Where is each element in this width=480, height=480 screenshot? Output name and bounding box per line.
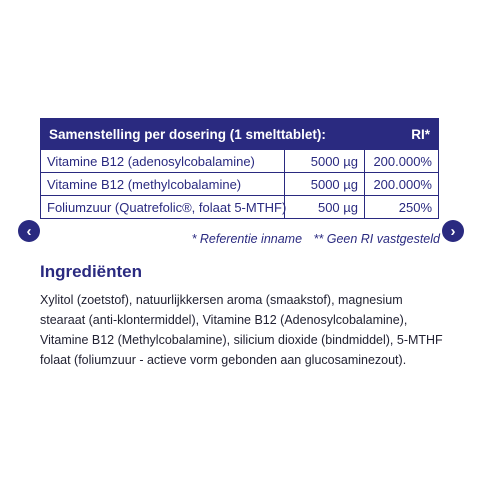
table-header-ri: RI* bbox=[365, 119, 439, 150]
ingredient-ri: 250% bbox=[365, 196, 439, 219]
ingredient-name: Vitamine B12 (methylcobalamine) bbox=[41, 173, 285, 196]
ingredient-amount: 500 µg bbox=[285, 196, 365, 219]
carousel-next-button[interactable] bbox=[442, 220, 464, 242]
ingredient-name: Vitamine B12 (adenosylcobalamine) bbox=[41, 150, 285, 173]
ingredient-amount: 5000 µg bbox=[285, 150, 365, 173]
ingredient-name: Foliumzuur (Quatrefolic®, folaat 5-MTHF) bbox=[41, 196, 285, 219]
footnote-reference-intake: * Referentie inname bbox=[191, 232, 303, 246]
table-header-row bbox=[41, 119, 439, 150]
footnote-no-ri: ** Geen RI vastgesteld bbox=[313, 232, 440, 246]
table-header-label: Samenstelling per dosering (1 smelttablet): bbox=[41, 119, 365, 150]
ingredients-title: Ingrediënten bbox=[40, 262, 143, 281]
chevron-right-icon: › bbox=[450, 222, 456, 240]
carousel-prev-button[interactable] bbox=[18, 220, 40, 242]
ingredient-ri: 200.000% bbox=[365, 173, 439, 196]
chevron-left-icon: ‹ bbox=[26, 222, 32, 240]
composition-table bbox=[40, 118, 439, 219]
ingredient-amount: 5000 µg bbox=[285, 173, 365, 196]
table-footnotes bbox=[192, 232, 440, 246]
table-row bbox=[41, 173, 439, 196]
ingredients-text: Xylitol (zoetstof), natuurlijkkersen aroma (smaakstof), magnesium stearaat (anti-klontermiddel), Vitamine B12 (Adenosylcobalamine), Vitamine B12 (Methylcobalamine), silicium dioxide (bindmiddel), 5-MTHF folaat (foliumzuur - actieve vorm gebonden aan glucosaminezout). bbox=[40, 293, 443, 367]
table-row bbox=[41, 196, 439, 219]
ingredient-ri: 200.000% bbox=[365, 150, 439, 173]
table-row bbox=[41, 150, 439, 173]
